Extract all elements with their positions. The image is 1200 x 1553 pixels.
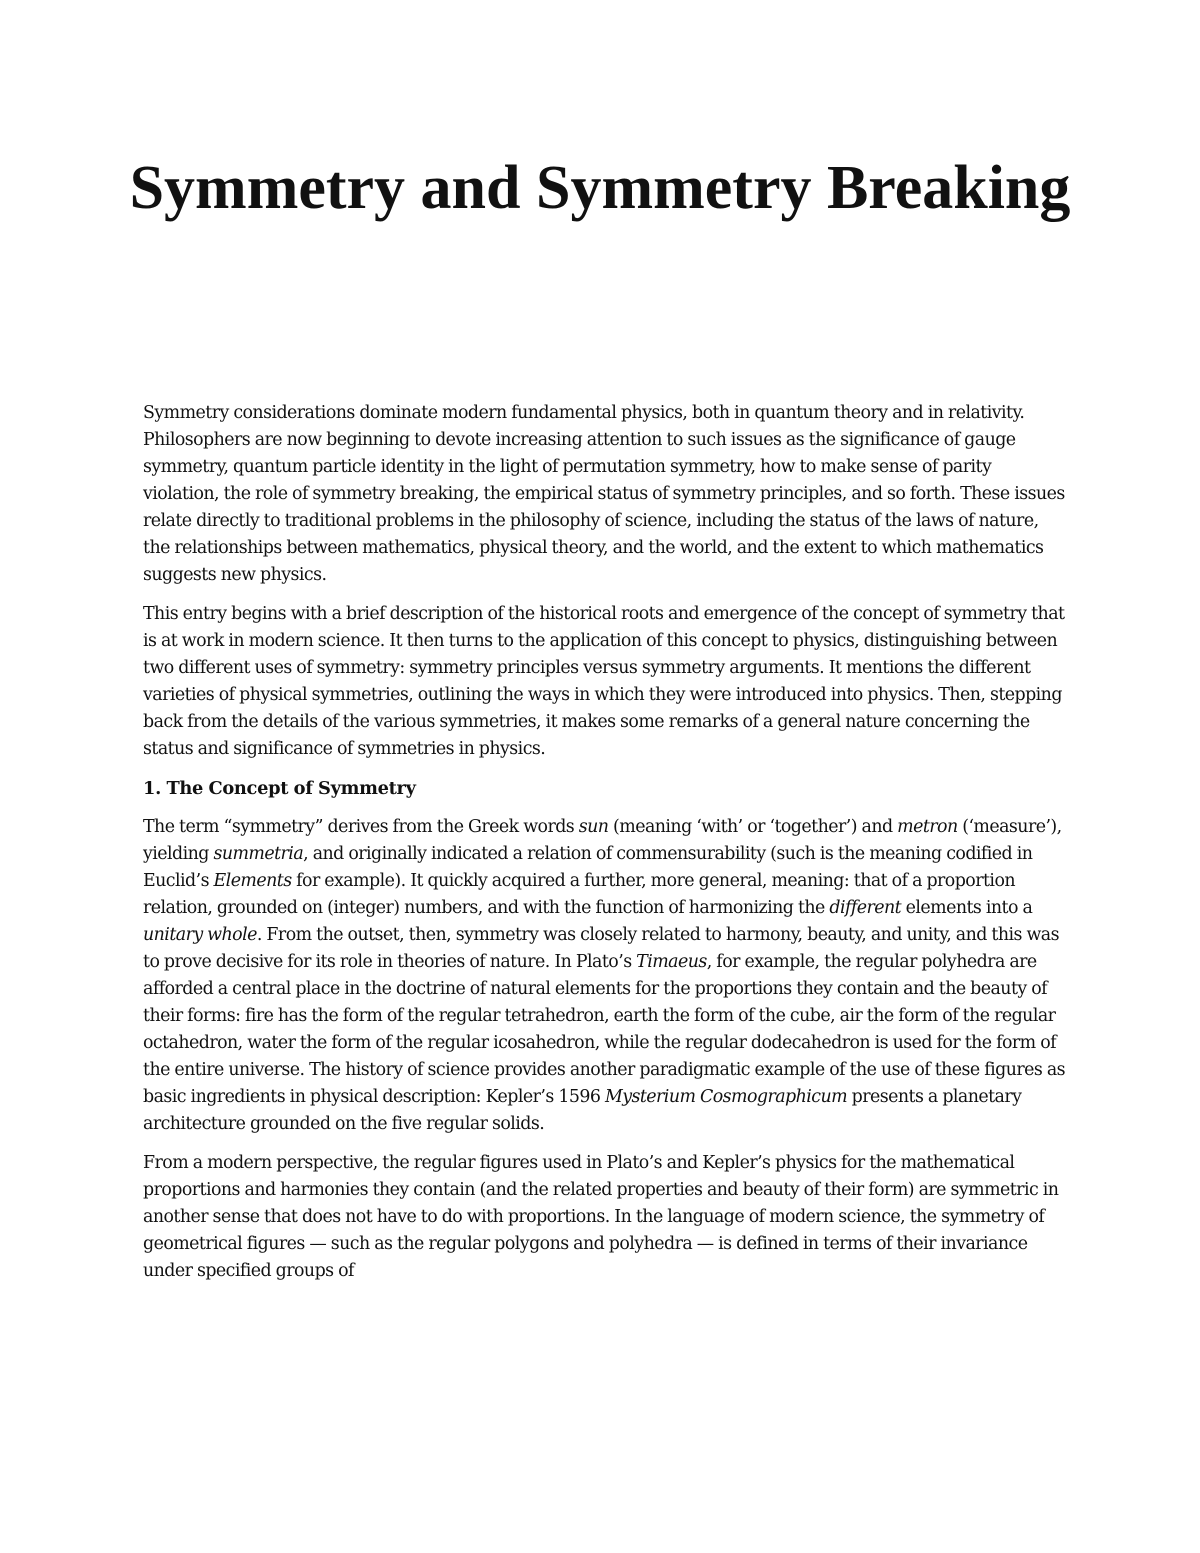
document-title: Symmetry and Symmetry Breaking	[129, 154, 1071, 222]
italic-term: different	[829, 898, 902, 918]
intro-paragraph: Symmetry considerations dominate modern fundamental physics, both in quantum theory and in relativity. Philosophers are now beginning to devote increasing attention to such issues as the significance of gauge symmetry, quantum particle identity in the light of permutation symmetry, how to make sense of parity violation, the role of symmetry breaking, the empirical status of symmetry principles, and so forth. These issues relate directly to traditional problems in the philosophy of science, including the status of the laws of nature, the relationships between mathematics, physical theory, and the world, and the extent to which mathematics suggests new physics.	[143, 403, 1065, 585]
text-run: The term “symmetry” derives from the Greek words	[143, 817, 579, 837]
text-run: (meaning ‘with’ or ‘together’) and	[608, 817, 898, 837]
text-run: , and originally indicated a relation of commensurability (such is the meaning codified in Euclid’s	[143, 844, 1033, 891]
text-run: elements into a	[901, 898, 1033, 918]
section-heading: 1. The Concept of Symmetry	[143, 778, 416, 799]
text-run: , for example, the regular polyhedra are afforded a central place in the doctrine of natural elements for the proportions they contain and the beauty of their forms: fire has the form of the regular tetrahedron, earth the form of the cube, air the form of the regular octahedron, water the form of the regular icosahedron, while the regular dodecahedron is used for the form of the entire universe. The history of science provides another paradigmatic example of the use of these figures as basic ingredients in physical description: Kepler’s 1596	[143, 952, 1066, 1107]
text-run: presents a planetary architecture grounded on the five regular solids.	[143, 1087, 1022, 1134]
text-run: (‘measure’), yielding	[143, 817, 1062, 864]
italic-term: unitary whole	[143, 925, 257, 945]
italic-term: summetria	[213, 844, 304, 864]
italic-term: Elements	[213, 871, 292, 891]
intro-paragraph: This entry begins with a brief description of the historical roots and emergence of the concept of symmetry that is at work in modern science. It then turns to the application of this concept to physics, distinguishing between two different uses of symmetry: symmetry principles versus symmetry arguments. It mentions the different varieties of physical symmetries, outlining the ways in which they were introduced into physics. Then, stepping back from the details of the various symmetries, it makes some remarks of a general nature concerning the status and significance of symmetries in physics.	[143, 604, 1065, 759]
italic-term: sun	[578, 817, 609, 837]
text-run: for example). It quickly acquired a further, more general, meaning: that of a proportion relation, grounded on (integer) numbers, and with the function of harmonizing the	[143, 871, 1016, 918]
section-paragraph: From a modern perspective, the regular figures used in Plato’s and Kepler’s physics for the mathematical proportions and harmonies they contain (and the related properties and beauty of their form) are symmetric in another sense that does not have to do with proportions. In the language of modern science, the symmetry of geometrical figures — such as the regular polygons and polyhedra — is defined in terms of their invariance under specified groups of	[143, 1153, 1059, 1281]
document-body	[143, 400, 1068, 1297]
italic-term: Mysterium Cosmographicum	[604, 1087, 848, 1107]
italic-term: metron	[897, 817, 958, 837]
section-paragraph	[143, 814, 1068, 1138]
text-run: . From the outset, then, symmetry was closely related to harmony, beauty, and unity, and this was to prove decisive for its role in theories of nature. In Plato’s	[143, 925, 1059, 972]
italic-term: Timaeus	[636, 952, 707, 972]
